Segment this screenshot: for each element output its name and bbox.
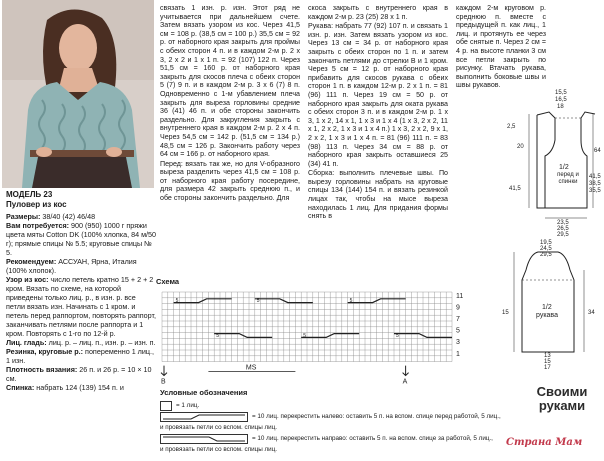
sizes-value: 38/40 (42) 46/48 xyxy=(42,212,96,221)
front-dim-bottom3: 29,5 xyxy=(557,232,569,238)
text-column-4 xyxy=(456,4,546,91)
legend-symbol-cable-right-icon xyxy=(160,434,248,444)
col3-paragraph-2: Рукава: набрать 77 (92) 107 п. и связать 1 изн. р. изн. Затем вязать узором из кос. Через 13 см = 34 р. от наборного края закрыть с обеих сторон по 1 п. и затем закончить петлями до стрелки В и 1 кром. Через 5 см = 12 р. от наборного края прибавить для скосов рукава с обеих сторон 1 п. в каждом 12-м р. 2 х 1 п. = 81 (96) 111 п. Через 19 см = 50 р. от наборного края закрыть для оката рукава с обеих сторон 3 п. и в каждом 2-м р. 1 х 3, 1 х 2, 14 х 1, 1 х 3 и 1 х 4 (1 х 3, 2 х 2, 11 х 1, 2 х 2, 1 х 3 и 1 х 4 п.) 1 х 3, 2 х 2, 9 х 1, 2 х 2, 1 х 3 и 1 х 4 п. = 81 (96) 111 п. = 83 (98) 113 п. Через 34 см = 88 р. от наборного края закрыть оставшиеся 25 (34) 41 п. xyxy=(308,22,448,168)
chart-row-number: 3 xyxy=(456,339,460,347)
sleeve-dim-top2: 24,5 xyxy=(540,246,552,252)
col2-paragraph-2: Перед: вязать так же, но для V-образного выреза разделить через 41,5 см = 108 р. от наборного края работу посередине, для размера 42 закрыть среднюю п., и обе стороны закончить раздельно. Для xyxy=(160,159,300,203)
legend-text-cable-left-b: и провязать петли со вспом. спицы лиц. xyxy=(160,424,278,431)
legend-title: Условные обозначения xyxy=(160,388,248,397)
cable-label: Узор из кос: xyxy=(6,275,49,284)
chart-row-number: 11 xyxy=(456,292,464,300)
legend-text-knit: = 1 лиц. xyxy=(176,402,200,409)
left-column xyxy=(6,190,156,392)
sizes-paragraph xyxy=(6,212,156,221)
sleeve-dim-top1: 19,5 xyxy=(540,240,552,246)
front-dim-left-top: 2,5 xyxy=(507,124,516,130)
sleeve-dim-right: 34 xyxy=(588,310,595,316)
knitting-chart-grid xyxy=(156,286,486,386)
legend-text-cable-right: = 10 лиц. перекрестить направо: оставить 5 п. на вспом. спице за работой, 5 лиц., xyxy=(252,435,493,442)
sizes-label: Размеры: xyxy=(6,212,41,221)
chart-label: Схема xyxy=(156,277,180,286)
front-dim-left-mid: 20 xyxy=(517,144,524,150)
chart-arrow-a-label: А xyxy=(402,378,408,386)
front-dim-top1: 15,5 xyxy=(555,90,567,96)
chart-row-number: 7 xyxy=(456,316,460,323)
chart-cable-number: 5 xyxy=(303,332,306,339)
col4-paragraph-1: каждом 2-м круговом р. среднюю п. вместе с предыдущей п. как лиц., 1 лиц. и протянуть ее через обе снятые п. Через 2 см = 4 р. на высоте планки 3 см все петли закрыть по рисунку. Втачать рукава, выполнить боковые швы и швы рукавов. xyxy=(456,4,546,90)
front-dim-top3: 18 xyxy=(557,104,564,110)
chart-cable-number: 5 xyxy=(256,298,260,305)
sleeve-dim-bottom2: 15 xyxy=(544,359,551,365)
col3-paragraph-3: Сборка: выполнить плечевые швы. По вырезу горловины набрать на круговые спицы 134 (144) 154 п. и вязать резинкой лицах так, чтобы на мысе выреза находилась 1 лиц. Для придания формы снять в xyxy=(308,169,448,221)
sleeve-label-name: рукава xyxy=(536,312,558,319)
legend-row-cable-right-b xyxy=(160,444,540,455)
sleeve-dim-left: 15 xyxy=(502,310,509,316)
sleeve-schematic xyxy=(500,240,600,370)
recommend-label: Рекомендуем: xyxy=(6,257,57,266)
model-title: МОДЕЛЬ 23 xyxy=(6,190,53,199)
density-paragraph xyxy=(6,365,156,383)
front-label-part: 1/2 xyxy=(559,164,569,171)
recommend-paragraph xyxy=(6,257,156,275)
chart-cable-number: 5 xyxy=(349,298,353,305)
cable-paragraph xyxy=(6,275,156,338)
text-column-3 xyxy=(308,4,448,222)
density-label: Плотность вязания: xyxy=(6,365,78,374)
cable-value: число петель кратно 15 + 2 + 2 кром. Вязать по схеме, на которой приведены только лиц. р., в изн. р. все петли вязать изн. Начинать с 1 кром. и петель перед раппортом, повторять раппорт, заканчивать петлями после раппорта и 1 кром. Повторять с 1-го по 12-й р. xyxy=(6,275,156,338)
watermark-line1: Своими xyxy=(536,384,588,399)
model-photo-image xyxy=(2,0,154,188)
chart-row-number: 5 xyxy=(456,327,460,335)
chart-arrow-b-icon xyxy=(161,366,167,376)
front-dim-left-low: 41,5 xyxy=(509,186,521,192)
stockinette-label: Лиц. гладь: xyxy=(6,338,47,347)
sleeve-dim-top3: 29,5 xyxy=(540,252,552,258)
knitting-chart xyxy=(156,286,486,386)
chart-cable-number: 5 xyxy=(175,298,179,305)
front-dim-top2: 16,5 xyxy=(555,97,567,103)
front-back-schematic xyxy=(495,90,601,240)
legend-row-cable-left-b xyxy=(160,422,540,433)
watermark-line2: руками xyxy=(538,398,586,413)
rib-value: попеременно 1 лиц., 1 изн. xyxy=(6,347,155,365)
watermark-logo xyxy=(522,385,602,425)
sleeve-label-part: 1/2 xyxy=(542,304,552,311)
materials-value: 900 (950) 1000 г пряжи цвета мяты Cotton DK (100% хлопка, 84 м/50 г); прямые спицы № 5.5; круговые спицы № 5. xyxy=(6,221,157,257)
legend-symbol-cable-left-icon xyxy=(160,412,248,422)
front-label-name: перед и спинки xyxy=(557,172,579,185)
col2-paragraph-1: связать 1 изн. р. изн. Этот ряд не учитывается при дальнейшем счете. Затем вязать узором из кос. Через 41,5 см = 108 р. (38,5 см = 100 р.) 35,5 см = 92 р. от наборного края закрыть для проймы с обеих сторон 4 п. и в каждом 2-м р. 2 х 3, 2 х 2 и 1 х 1 п. = 92 (107) 122 п. Через 51,5 см = 160 р. от наборного края закрыть для скосов плеча с обеих сторон 5 (7) 9 п. и в каждом 2-м р. 3 х 6 (7) 8 п. Одновременно с 1-м убавлением плеча закрыть для выреза горловины средние 36 (41) 46 п. и обе стороны закончить раздельно. Для закругления закрыть с внутреннего края в каждом 2-м р. 2 х 4 п. Через 54,5 см = 142 р. (51,5 см = 134 р.) 48,5 см = 126 р. Закончить работу через 64 см = 166 р. от наборного края. xyxy=(160,4,300,159)
chart-cable-number: 5 xyxy=(396,332,399,339)
front-dim-bottom: 23,5 xyxy=(557,220,569,226)
chart-repeat-label: МS xyxy=(245,364,257,372)
sleeve-dim-bottom3: 17 xyxy=(544,365,551,371)
chart-arrow-b-label: В xyxy=(161,378,166,386)
sleeve-dim-bottom: 13 xyxy=(544,353,551,359)
legend-row-cable-left xyxy=(160,411,540,422)
text-column-2 xyxy=(160,4,300,204)
recommend-value: АССУАН, Ярна, Италия (100% хлопок). xyxy=(6,257,137,275)
chart-cable-number: 5 xyxy=(216,332,219,339)
watermark-site: Страна Мам xyxy=(506,437,583,448)
chart-row-number: 1 xyxy=(456,350,460,358)
stockinette-value: лиц. р. – лиц. п., изн. р. – изн. п. xyxy=(48,338,156,347)
front-back-schematic-drawing xyxy=(495,90,601,240)
model-photo xyxy=(2,0,154,188)
chart-arrow-a-icon xyxy=(403,366,409,376)
stockinette-paragraph xyxy=(6,338,156,347)
legend-text-cable-right-b: и провязать петли со вспом. спицы лиц. xyxy=(160,446,278,453)
rib-paragraph xyxy=(6,347,156,365)
legend-row-knit xyxy=(160,400,540,411)
chart-row-number: 9 xyxy=(456,304,460,312)
materials-paragraph xyxy=(6,221,156,257)
back-value: набрать 124 (139) 154 п. и xyxy=(36,383,124,392)
legend-symbol-knit-icon xyxy=(160,401,172,411)
col3-paragraph-1: скоса закрыть с внутреннего края в каждом 2-м р. 23 (25) 28 х 1 п. xyxy=(308,4,448,21)
density-value: 26 п. и 26 р. = 10 × 10 см. xyxy=(6,365,152,383)
rib-label: Резинка, круговые р.: xyxy=(6,347,84,356)
front-dim-right: 64 xyxy=(594,148,601,154)
front-dim-side: 41,5 38,5 35,5 xyxy=(589,174,601,194)
back-paragraph xyxy=(6,383,156,392)
materials-label: Вам потребуется: xyxy=(6,221,70,230)
model-subtitle: Пуловер из кос xyxy=(6,200,67,209)
back-label: Спинка: xyxy=(6,383,35,392)
legend-row-cable-right xyxy=(160,433,540,444)
front-dim-bottom2: 26,5 xyxy=(557,226,569,232)
legend-text-cable-left: = 10 лиц. перекрестить налево: оставить 5 п. на вспом. спице перед работой, 5 лиц., xyxy=(252,413,501,420)
legend xyxy=(160,400,540,455)
